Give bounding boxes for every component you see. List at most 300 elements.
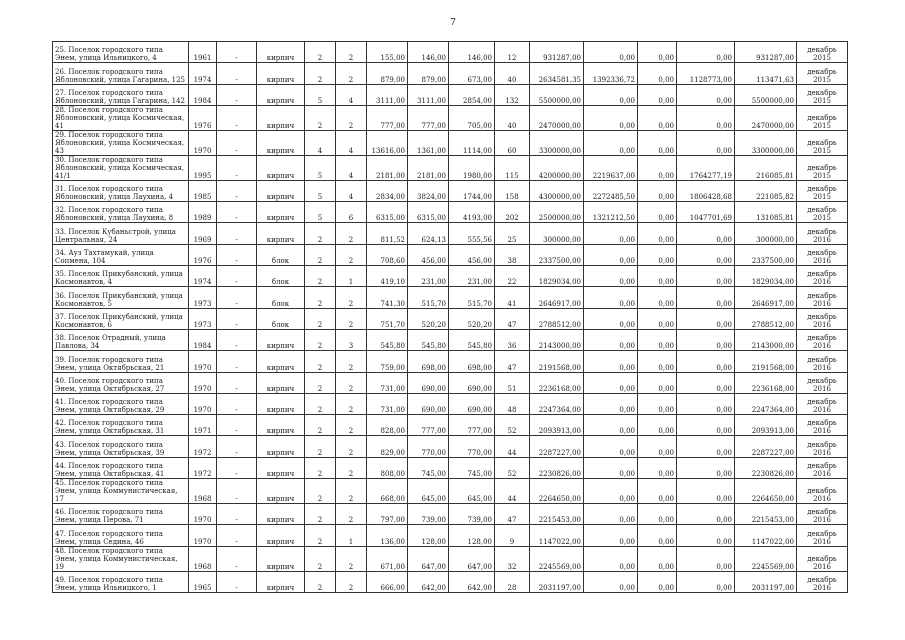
entrances-cell: 2: [336, 63, 367, 84]
wall-material-cell: блок: [257, 308, 305, 329]
completion-term-cell: декабрь 2016: [797, 266, 848, 287]
residents-cell: 60: [495, 130, 530, 155]
dash-cell: -: [217, 393, 257, 414]
residential-area-cell: 745,00: [449, 457, 495, 478]
dash-cell: -: [217, 84, 257, 105]
total-cost-cell: 3300000,00: [530, 130, 584, 155]
floors-cell: 5: [305, 84, 336, 105]
regional-budget-cell: 0,00: [638, 329, 677, 350]
fund-share-cell: 0,00: [584, 287, 638, 308]
owners-funds-cell: 2031197,00: [735, 571, 797, 592]
residents-cell: 44: [495, 479, 530, 504]
floors-cell: 5: [305, 155, 336, 180]
residential-area-cell: 128,00: [449, 525, 495, 546]
residents-cell: 158: [495, 180, 530, 201]
residential-area-cell: 520,20: [449, 308, 495, 329]
completion-term-cell: декабрь 2016: [797, 525, 848, 546]
fund-share-cell: 0,00: [584, 308, 638, 329]
local-budget-cell: 0,00: [677, 329, 735, 350]
entrances-cell: 2: [336, 308, 367, 329]
local-budget-cell: 1047701,69: [677, 202, 735, 223]
completion-term-cell: декабрь 2015: [797, 42, 848, 63]
total-cost-cell: 2788512,00: [530, 308, 584, 329]
entrances-cell: 4: [336, 130, 367, 155]
living-area-cell: 231,00: [408, 266, 449, 287]
regional-budget-cell: 0,00: [638, 244, 677, 265]
table-row: [53, 329, 848, 350]
year-cell: 1961: [189, 42, 217, 63]
residents-cell: 12: [495, 42, 530, 63]
fund-share-cell: 0,00: [584, 329, 638, 350]
local-budget-cell: 1764277,19: [677, 155, 735, 180]
total-cost-cell: 2337500,00: [530, 244, 584, 265]
floors-cell: 2: [305, 329, 336, 350]
total-cost-cell: 5500000,00: [530, 84, 584, 105]
total-cost-cell: 300000,00: [530, 223, 584, 244]
wall-material-cell: блок: [257, 244, 305, 265]
completion-term-cell: декабрь 2016: [797, 372, 848, 393]
residents-cell: 28: [495, 571, 530, 592]
owners-funds-cell: 3300000,00: [735, 130, 797, 155]
living-area-cell: 690,00: [408, 372, 449, 393]
wall-material-cell: блок: [257, 266, 305, 287]
total-cost-cell: 4300000,00: [530, 180, 584, 201]
fund-share-cell: 2219637,00: [584, 155, 638, 180]
regional-budget-cell: 0,00: [638, 457, 677, 478]
residents-cell: 47: [495, 504, 530, 525]
living-area-cell: 456,00: [408, 244, 449, 265]
floors-cell: 2: [305, 571, 336, 592]
total-cost-cell: 2646917,00: [530, 287, 584, 308]
address-cell: 30. Поселок городского типа Яблоновский, улица Космическая, 41/1: [53, 155, 189, 180]
floors-cell: 2: [305, 42, 336, 63]
total-area-cell: 2834,00: [367, 180, 408, 201]
owners-funds-cell: 113471,63: [735, 63, 797, 84]
fund-share-cell: 0,00: [584, 436, 638, 457]
completion-term-cell: декабрь 2015: [797, 155, 848, 180]
residents-cell: 47: [495, 308, 530, 329]
living-area-cell: 770,00: [408, 436, 449, 457]
entrances-cell: 2: [336, 372, 367, 393]
local-budget-cell: 0,00: [677, 479, 735, 504]
residential-area-cell: 146,00: [449, 42, 495, 63]
table-row: [53, 202, 848, 223]
total-area-cell: 6315,00: [367, 202, 408, 223]
total-area-cell: 3111,00: [367, 84, 408, 105]
total-cost-cell: 2236168,00: [530, 372, 584, 393]
regional-budget-cell: 0,00: [638, 372, 677, 393]
total-area-cell: 668,00: [367, 479, 408, 504]
regional-budget-cell: 0,00: [638, 84, 677, 105]
year-cell: 1972: [189, 457, 217, 478]
local-budget-cell: 0,00: [677, 546, 735, 571]
total-cost-cell: 2230826,00: [530, 457, 584, 478]
fund-share-cell: 0,00: [584, 479, 638, 504]
table-row: [53, 546, 848, 571]
completion-term-cell: декабрь 2016: [797, 415, 848, 436]
floors-cell: 2: [305, 223, 336, 244]
year-cell: 1972: [189, 436, 217, 457]
year-cell: 1970: [189, 504, 217, 525]
owners-funds-cell: 2470000,00: [735, 105, 797, 130]
floors-cell: 2: [305, 457, 336, 478]
living-area-cell: 777,00: [408, 105, 449, 130]
table-row: [53, 393, 848, 414]
floors-cell: 2: [305, 415, 336, 436]
fund-share-cell: 0,00: [584, 504, 638, 525]
floors-cell: 5: [305, 180, 336, 201]
entrances-cell: 1: [336, 525, 367, 546]
residential-area-cell: 1114,00: [449, 130, 495, 155]
total-area-cell: 828,00: [367, 415, 408, 436]
table-row: [53, 130, 848, 155]
year-cell: 1995: [189, 155, 217, 180]
local-budget-cell: 1806428,68: [677, 180, 735, 201]
local-budget-cell: 0,00: [677, 415, 735, 436]
owners-funds-cell: 1147022,00: [735, 525, 797, 546]
local-budget-cell: 1128773,00: [677, 63, 735, 84]
wall-material-cell: кирпич: [257, 457, 305, 478]
residents-cell: 48: [495, 393, 530, 414]
address-cell: 29. Поселок городского типа Яблоновский, улица Космическая, 43: [53, 130, 189, 155]
table-row: [53, 105, 848, 130]
local-budget-cell: 0,00: [677, 130, 735, 155]
local-budget-cell: 0,00: [677, 84, 735, 105]
address-cell: 28. Поселок городского типа Яблоновский, улица Космическая, 41: [53, 105, 189, 130]
total-cost-cell: 1829034,00: [530, 266, 584, 287]
local-budget-cell: 0,00: [677, 105, 735, 130]
floors-cell: 2: [305, 244, 336, 265]
table-row: [53, 244, 848, 265]
floors-cell: 2: [305, 63, 336, 84]
table-row: [53, 180, 848, 201]
dash-cell: -: [217, 329, 257, 350]
total-cost-cell: 2500000,00: [530, 202, 584, 223]
residential-area-cell: 642,00: [449, 571, 495, 592]
entrances-cell: 6: [336, 202, 367, 223]
fund-share-cell: 0,00: [584, 351, 638, 372]
address-cell: 32. Поселок городского типа Яблоновский, улица Лаухина, 8: [53, 202, 189, 223]
living-area-cell: 879,00: [408, 63, 449, 84]
entrances-cell: 2: [336, 436, 367, 457]
fund-share-cell: 2272485,50: [584, 180, 638, 201]
table-row: [53, 571, 848, 592]
fund-share-cell: 0,00: [584, 130, 638, 155]
regional-budget-cell: 0,00: [638, 105, 677, 130]
floors-cell: 2: [305, 525, 336, 546]
residents-cell: 22: [495, 266, 530, 287]
dash-cell: -: [217, 42, 257, 63]
living-area-cell: 642,00: [408, 571, 449, 592]
living-area-cell: 1361,00: [408, 130, 449, 155]
address-cell: 43. Поселок городского типа Энем, улица Октябрьская, 39: [53, 436, 189, 457]
table-row: [53, 351, 848, 372]
living-area-cell: 545,80: [408, 329, 449, 350]
residential-area-cell: 777,00: [449, 415, 495, 436]
dash-cell: -: [217, 266, 257, 287]
residents-cell: 202: [495, 202, 530, 223]
wall-material-cell: кирпич: [257, 393, 305, 414]
total-area-cell: 419,10: [367, 266, 408, 287]
residential-area-cell: 545,80: [449, 329, 495, 350]
living-area-cell: 515,70: [408, 287, 449, 308]
completion-term-cell: декабрь 2015: [797, 130, 848, 155]
entrances-cell: 1: [336, 266, 367, 287]
floors-cell: 5: [305, 202, 336, 223]
owners-funds-cell: 2245569,00: [735, 546, 797, 571]
completion-term-cell: декабрь 2015: [797, 105, 848, 130]
fund-share-cell: 0,00: [584, 525, 638, 546]
completion-term-cell: декабрь 2016: [797, 223, 848, 244]
residential-area-cell: 698,00: [449, 351, 495, 372]
address-cell: 48. Поселок городского типа Энем, улица Коммунистическая, 19: [53, 546, 189, 571]
completion-term-cell: декабрь 2015: [797, 180, 848, 201]
residential-area-cell: 515,70: [449, 287, 495, 308]
completion-term-cell: декабрь 2016: [797, 504, 848, 525]
table-row: [53, 308, 848, 329]
dash-cell: -: [217, 130, 257, 155]
regional-budget-cell: 0,00: [638, 525, 677, 546]
residential-area-cell: 645,00: [449, 479, 495, 504]
wall-material-cell: кирпич: [257, 436, 305, 457]
year-cell: 1976: [189, 105, 217, 130]
owners-funds-cell: 2143000,00: [735, 329, 797, 350]
owners-funds-cell: 931287,00: [735, 42, 797, 63]
completion-term-cell: декабрь 2015: [797, 63, 848, 84]
table-row: [53, 84, 848, 105]
total-area-cell: 708,60: [367, 244, 408, 265]
entrances-cell: 2: [336, 223, 367, 244]
fund-share-cell: 0,00: [584, 84, 638, 105]
year-cell: 1970: [189, 372, 217, 393]
total-area-cell: 879,00: [367, 63, 408, 84]
total-area-cell: 759,00: [367, 351, 408, 372]
housing-register-table: [52, 41, 848, 593]
total-area-cell: 731,00: [367, 372, 408, 393]
floors-cell: 2: [305, 504, 336, 525]
dash-cell: -: [217, 525, 257, 546]
table-row: [53, 504, 848, 525]
year-cell: 1970: [189, 393, 217, 414]
residential-area-cell: 456,00: [449, 244, 495, 265]
year-cell: 1974: [189, 63, 217, 84]
regional-budget-cell: 0,00: [638, 308, 677, 329]
residential-area-cell: 1744,00: [449, 180, 495, 201]
local-budget-cell: 0,00: [677, 351, 735, 372]
total-area-cell: 2181,00: [367, 155, 408, 180]
total-cost-cell: 2191568,00: [530, 351, 584, 372]
year-cell: 1973: [189, 287, 217, 308]
total-cost-cell: 2093913,00: [530, 415, 584, 436]
regional-budget-cell: 0,00: [638, 130, 677, 155]
fund-share-cell: 0,00: [584, 571, 638, 592]
total-area-cell: 829,00: [367, 436, 408, 457]
owners-funds-cell: 2236168,00: [735, 372, 797, 393]
fund-share-cell: 0,00: [584, 393, 638, 414]
local-budget-cell: 0,00: [677, 504, 735, 525]
year-cell: 1973: [189, 308, 217, 329]
owners-funds-cell: 5500000,00: [735, 84, 797, 105]
residential-area-cell: 690,00: [449, 372, 495, 393]
address-cell: 26. Поселок городского типа Яблоновский, улица Гагарина, 125: [53, 63, 189, 84]
wall-material-cell: блок: [257, 287, 305, 308]
living-area-cell: 690,00: [408, 393, 449, 414]
entrances-cell: 3: [336, 329, 367, 350]
year-cell: 1976: [189, 244, 217, 265]
address-cell: 37. Поселок Прикубанский, улица Космонавтов, 6: [53, 308, 189, 329]
living-area-cell: 624,13: [408, 223, 449, 244]
total-area-cell: 797,00: [367, 504, 408, 525]
total-cost-cell: 2143000,00: [530, 329, 584, 350]
entrances-cell: 2: [336, 105, 367, 130]
wall-material-cell: кирпич: [257, 329, 305, 350]
local-budget-cell: 0,00: [677, 308, 735, 329]
regional-budget-cell: 0,00: [638, 436, 677, 457]
completion-term-cell: декабрь 2016: [797, 436, 848, 457]
fund-share-cell: 0,00: [584, 457, 638, 478]
address-cell: 39. Поселок городского типа Энем, улица Октябрьская, 21: [53, 351, 189, 372]
residents-cell: 36: [495, 329, 530, 350]
regional-budget-cell: 0,00: [638, 571, 677, 592]
entrances-cell: 4: [336, 180, 367, 201]
dash-cell: -: [217, 244, 257, 265]
residential-area-cell: 2854,00: [449, 84, 495, 105]
local-budget-cell: 0,00: [677, 42, 735, 63]
dash-cell: -: [217, 287, 257, 308]
fund-share-cell: 1392336,72: [584, 63, 638, 84]
dash-cell: -: [217, 351, 257, 372]
floors-cell: 2: [305, 308, 336, 329]
owners-funds-cell: 2215453,00: [735, 504, 797, 525]
total-cost-cell: 2264650,00: [530, 479, 584, 504]
address-cell: 46. Поселок городского типа Энем, улица Перова, 71: [53, 504, 189, 525]
living-area-cell: 146,00: [408, 42, 449, 63]
owners-funds-cell: 216085,81: [735, 155, 797, 180]
dash-cell: -: [217, 105, 257, 130]
table-row: [53, 266, 848, 287]
dash-cell: -: [217, 202, 257, 223]
completion-term-cell: декабрь 2016: [797, 308, 848, 329]
year-cell: 1974: [189, 266, 217, 287]
owners-funds-cell: 221085,82: [735, 180, 797, 201]
living-area-cell: 2181,00: [408, 155, 449, 180]
table-row: [53, 155, 848, 180]
address-cell: 38. Поселок Отрадный, улица Павлова, 34: [53, 329, 189, 350]
entrances-cell: 4: [336, 155, 367, 180]
total-area-cell: 671,00: [367, 546, 408, 571]
residents-cell: 132: [495, 84, 530, 105]
local-budget-cell: 0,00: [677, 266, 735, 287]
page-number: 7: [450, 18, 456, 28]
regional-budget-cell: 0,00: [638, 223, 677, 244]
living-area-cell: 128,00: [408, 525, 449, 546]
dash-cell: -: [217, 372, 257, 393]
total-cost-cell: 2247364,00: [530, 393, 584, 414]
total-cost-cell: 2215453,00: [530, 504, 584, 525]
total-area-cell: 545,80: [367, 329, 408, 350]
residents-cell: 47: [495, 351, 530, 372]
total-area-cell: 811,52: [367, 223, 408, 244]
residential-area-cell: 705,00: [449, 105, 495, 130]
table-row: [53, 287, 848, 308]
local-budget-cell: 0,00: [677, 223, 735, 244]
total-area-cell: 666,00: [367, 571, 408, 592]
living-area-cell: 3824,00: [408, 180, 449, 201]
completion-term-cell: декабрь 2016: [797, 571, 848, 592]
completion-term-cell: декабрь 2016: [797, 457, 848, 478]
wall-material-cell: кирпич: [257, 372, 305, 393]
living-area-cell: 3111,00: [408, 84, 449, 105]
address-cell: 35. Поселок Прикубанский, улица Космонавтов, 4: [53, 266, 189, 287]
dash-cell: -: [217, 504, 257, 525]
floors-cell: 2: [305, 393, 336, 414]
entrances-cell: 2: [336, 415, 367, 436]
residential-area-cell: 647,00: [449, 546, 495, 571]
address-cell: 44. Поселок городского типа Энем, улица Октябрьская, 41: [53, 457, 189, 478]
wall-material-cell: кирпич: [257, 351, 305, 372]
total-area-cell: 751,70: [367, 308, 408, 329]
residents-cell: 9: [495, 525, 530, 546]
residential-area-cell: 770,00: [449, 436, 495, 457]
wall-material-cell: кирпич: [257, 571, 305, 592]
address-cell: 31. Поселок городского типа Яблоновский, улица Лаухина, 4: [53, 180, 189, 201]
dash-cell: -: [217, 223, 257, 244]
floors-cell: 2: [305, 266, 336, 287]
regional-budget-cell: 0,00: [638, 180, 677, 201]
year-cell: 1968: [189, 479, 217, 504]
wall-material-cell: кирпич: [257, 202, 305, 223]
owners-funds-cell: 131085,81: [735, 202, 797, 223]
entrances-cell: 2: [336, 393, 367, 414]
completion-term-cell: декабрь 2016: [797, 329, 848, 350]
wall-material-cell: кирпич: [257, 525, 305, 546]
residents-cell: 40: [495, 63, 530, 84]
local-budget-cell: 0,00: [677, 244, 735, 265]
wall-material-cell: кирпич: [257, 105, 305, 130]
year-cell: 1984: [189, 84, 217, 105]
floors-cell: 2: [305, 372, 336, 393]
entrances-cell: 4: [336, 84, 367, 105]
living-area-cell: 777,00: [408, 415, 449, 436]
address-cell: 40. Поселок городского типа Энем, улица Октябрьская, 27: [53, 372, 189, 393]
residential-area-cell: 673,00: [449, 63, 495, 84]
total-cost-cell: 931287,00: [530, 42, 584, 63]
wall-material-cell: кирпич: [257, 223, 305, 244]
regional-budget-cell: 0,00: [638, 479, 677, 504]
wall-material-cell: кирпич: [257, 504, 305, 525]
wall-material-cell: кирпич: [257, 180, 305, 201]
regional-budget-cell: 0,00: [638, 351, 677, 372]
fund-share-cell: 0,00: [584, 42, 638, 63]
total-cost-cell: 1147022,00: [530, 525, 584, 546]
total-area-cell: 136,00: [367, 525, 408, 546]
wall-material-cell: кирпич: [257, 42, 305, 63]
living-area-cell: 739,00: [408, 504, 449, 525]
owners-funds-cell: 2646917,00: [735, 287, 797, 308]
wall-material-cell: кирпич: [257, 479, 305, 504]
year-cell: 1970: [189, 525, 217, 546]
entrances-cell: 2: [336, 244, 367, 265]
residential-area-cell: 739,00: [449, 504, 495, 525]
wall-material-cell: кирпич: [257, 84, 305, 105]
residents-cell: 44: [495, 436, 530, 457]
wall-material-cell: кирпич: [257, 63, 305, 84]
residents-cell: 41: [495, 287, 530, 308]
entrances-cell: 2: [336, 546, 367, 571]
year-cell: 1968: [189, 546, 217, 571]
wall-material-cell: кирпич: [257, 155, 305, 180]
residents-cell: 38: [495, 244, 530, 265]
